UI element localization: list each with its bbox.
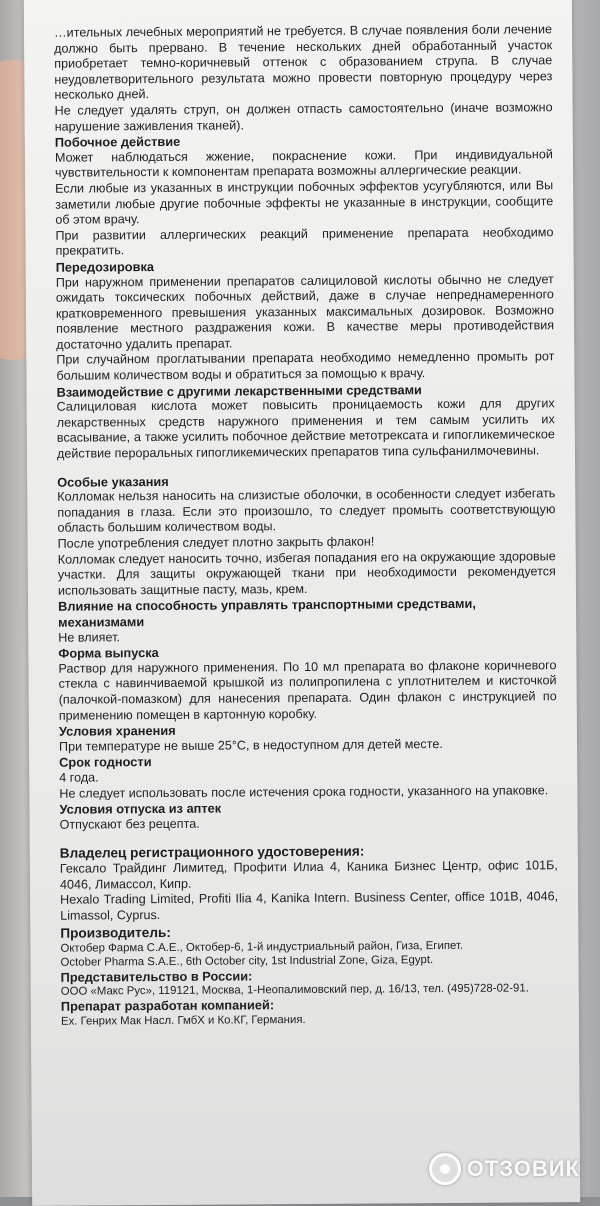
paragraph: Раствор для наружного применения. По 10 мл препарата во флаконе коричневого стекла с навинчиваемой крышкой из полипропилена с уплотнителем и кисточкой (палочкой-помазком) для нанесения препарата. Один флакон с инструкцией по применению помещен в картонную коробку. bbox=[58, 657, 557, 723]
paragraph: Hexalo Trading Limited, Profiti Ilia 4, Kanika Intern. Business Center, office 101B, 4046, Limassol, Cyprus. bbox=[60, 889, 559, 923]
paragraph: При наружном применении препаратов салициловой кислоты обычно не следует ожидать токсических побочных действий, даже в случае непреднамеренного кратковременного превышения указанных максимальных дозировок. Возможно появление местного раздражения кожи. В качестве меры противодействия достаточно удалить препарат. bbox=[55, 271, 555, 352]
paragraph: Салициловая кислота может повысить проницаемость кожи для других лекарственных средств наружного применения и тем самым усилить их всасывание, а также усилить побочное действие метотрексата и гипогликемическое действие пероральных гипогликемических препаратов типа сульфанилмочевины. bbox=[56, 396, 555, 461]
section-title-shelf-life: Срок годности bbox=[59, 754, 152, 771]
paragraph: Колломак нельзя наносить на слизистые оболочки, в особенности следует избегать попадания в глаза. Если это произошло, то следует промыть соответствующую область большим количеством воды. bbox=[57, 486, 556, 536]
paragraph: Может наблюдаться жжение, покраснение кожи. При индивидуальной чувствительности к компонентам препарата возможны аллергические реакции. bbox=[54, 146, 553, 181]
section-title-developer: Препарат разработан компанией: bbox=[60, 997, 275, 1014]
otzovik-logo-icon bbox=[429, 1153, 461, 1185]
paragraph: ООО «Макс Рус», 119121, Москва, 1-Неопалимовский пер, д. 16/13, тел. (495)728-02-91. bbox=[60, 982, 529, 998]
paragraph: При развитии аллергических реакций применение препарата необходимо прекратить. bbox=[55, 224, 554, 259]
otzovik-watermark bbox=[429, 1153, 580, 1185]
paragraph: Ех. Генрих Мак Насл. ГмбХ и Ко.КГ, Германия. bbox=[60, 1013, 306, 1028]
paragraph: October Pharma S.A.E., 6th October city, 1st Industrial Zone, Giza, Egypt. bbox=[60, 953, 434, 969]
section-title-manufacturer: Производитель: bbox=[60, 924, 171, 941]
paragraph: Не следует использовать после истечения срока годности, указанного на упаковке. bbox=[59, 782, 549, 801]
section-title-interactions: Взаимодействие с другими лекарственными средствами bbox=[56, 381, 422, 400]
paragraph: При случайном проглатывании препарата необходимо немедленно промыть рот большим количеством воды и обратиться за помощью к врачу. bbox=[56, 349, 555, 383]
section-title-representative: Представительство в России: bbox=[60, 968, 253, 985]
section-title-driving: Влияние на способность управлять транспортными средствами, механизмами bbox=[57, 596, 476, 630]
section-title-special: Особые указания bbox=[57, 473, 169, 490]
section-title-form: Форма выпуска bbox=[58, 645, 159, 661]
paragraph: Если любые из указанных в инструкции побочных эффектов усугубляются, или Вы заметили любые другие побочные эффекты не указанные в инструкции, сообщите об этом врачу. bbox=[55, 178, 554, 227]
paragraph: …ительных лечебных мероприятий не требуется. В случае появления боли лечение должно быть прервано. В течение нескольких дней обработанный участок приобретает темно-коричневый оттенок с образованием струпа. В случае неудовлетворительного результата можно провести повторную процедуру через несколько дней. bbox=[53, 22, 553, 103]
paragraph: Колломак следует наносить точно, избегая попадания его на окружающие здоровые участки. Для защиты окружающей ткани при необходимости рекомендуется использовать защитные пасту, мазь, крем. bbox=[57, 548, 556, 598]
section-title-storage: Условия хранения bbox=[58, 723, 176, 739]
paragraph: Отпускают без рецепта. bbox=[59, 816, 200, 832]
paragraph: Октобер Фарма С.А.Е., Октобер-6, 1-й индустриальный район, Гиза, Египет. bbox=[60, 939, 464, 955]
paragraph: После употребления следует плотно закрыть флакон! bbox=[57, 534, 375, 551]
paragraph: Гексало Трайдинг Лимитед, Профити Илиа 4, Каника Бизнес Центр, офис 101Б, 4046, Лимассол, Кипр. bbox=[59, 858, 558, 892]
instruction-leaflet bbox=[24, 0, 580, 1206]
paragraph: При температуре не выше 25°С, в недоступном для детей месте. bbox=[58, 736, 443, 754]
leaflet-text bbox=[54, 22, 559, 1028]
section-title-overdose: Передозировка bbox=[55, 258, 155, 275]
paragraph: Не следует удалять струп, он должен отпасть самостоятельно (иначе возможно нарушение заживления тканей). bbox=[54, 100, 553, 134]
watermark-text: ОТЗОВИК bbox=[466, 1156, 580, 1181]
section-title-dispensing: Условия отпуска из аптек bbox=[59, 800, 222, 817]
section-title-holder: Владелец регистрационного удостоверения: bbox=[59, 843, 365, 861]
paragraph: Не влияет. bbox=[58, 629, 120, 645]
section-title-side-effects: Побочное действие bbox=[54, 133, 181, 150]
paragraph: 4 года. bbox=[59, 770, 99, 785]
